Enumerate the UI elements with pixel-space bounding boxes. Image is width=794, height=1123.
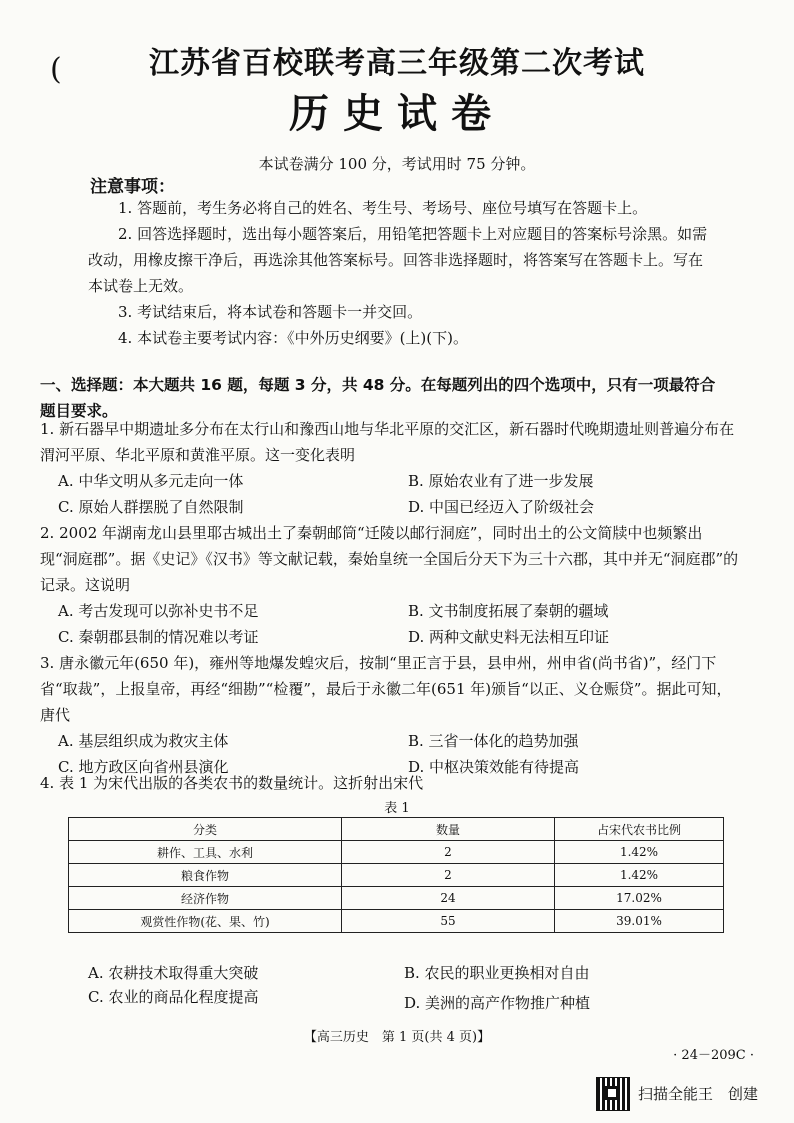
option-c: C. 农业的商品化程度提高 — [88, 988, 259, 1006]
table-cell: 粮食作物 — [69, 864, 342, 887]
notice-heading: 注意事项： — [90, 177, 175, 197]
option-b: B. 文书制度拓展了秦朝的疆域 — [408, 602, 609, 620]
option-c: C. 地方政区向省州县演化 — [58, 758, 229, 776]
option-d: D. 中国已经迈入了阶级社会 — [408, 498, 595, 516]
option-a: A. 考古发现可以弥补史书不足 — [58, 602, 259, 620]
exam-info: 本试卷满分 100 分，考试用时 75 分钟。 — [258, 155, 536, 173]
table-header: 分类 — [69, 818, 342, 841]
exam-title: 江苏省百校联考高三年级第二次考试 — [149, 46, 645, 81]
notice-item: 2. 回答选择题时，选出每小题答案后，用铅笔把答题卡上对应题目的答案标号涂黑。如需改动，用橡皮擦干净后，再选涂其他答案标号。回答非选择题时，将答案写在答题卡上。写在本试卷上无效。 — [88, 225, 708, 295]
option-b: B. 原始农业有了进一步发展 — [408, 472, 594, 490]
option-a: A. 中华文明从多元走向一体 — [58, 472, 244, 490]
option-a: A. 农耕技术取得重大突破 — [88, 964, 259, 982]
table-cell: 55 — [342, 910, 555, 933]
question-stem: 1. 新石器早中期遗址多分布在太行山和豫西山地与华北平原的交汇区，新石器时代晚期遗址则普遍分布在渭河平原、华北平原和黄淮平原。这一变化表明 — [40, 420, 735, 464]
option-d: D. 两种文献史料无法相互印证 — [408, 628, 610, 646]
table-header: 占宋代农书比例 — [555, 818, 724, 841]
exam-code: · 24－209C · — [673, 1048, 754, 1063]
subject-title: 历史试卷 — [289, 91, 505, 137]
table-header: 数量 — [342, 818, 555, 841]
page-footer: 【高三历史 第 1 页(共 4 页)】 — [303, 1030, 491, 1045]
table-cell: 经济作物 — [69, 887, 342, 910]
option-b: B. 三省一体化的趋势加强 — [408, 732, 579, 750]
question-1 — [40, 416, 740, 520]
table-cell: 耕作、工具、水利 — [69, 841, 342, 864]
table-caption: 表 1 — [384, 801, 410, 816]
notice-item: 3. 考试结束后，将本试卷和答题卡一并交回。 — [118, 303, 423, 321]
question-stem: 4. 表 1 为宋代出版的各类农书的数量统计。这折射出宋代 — [40, 774, 424, 792]
option-c: C. 秦朝郡县制的情况难以考证 — [58, 628, 259, 646]
table-row — [69, 910, 724, 933]
question-2 — [40, 520, 740, 650]
option-d: D. 中枢决策效能有待提高 — [408, 758, 580, 776]
option-b: B. 农民的职业更换相对自由 — [404, 964, 590, 982]
notice-list — [88, 195, 708, 351]
option-a: A. 基层组织成为救灾主体 — [58, 732, 229, 750]
table-cell: 2 — [342, 864, 555, 887]
question-3 — [40, 650, 740, 780]
data-table — [68, 817, 724, 933]
table-header-row — [69, 818, 724, 841]
table-cell: 24 — [342, 887, 555, 910]
question-4 — [40, 770, 740, 796]
option-d: D. 美洲的高产作物推广种植 — [404, 994, 591, 1012]
question-4-options — [40, 960, 740, 1012]
table-row — [69, 887, 724, 910]
section-heading: 一、选择题：本大题共 16 题，每题 3 分，共 48 分。在每题列出的四个选项中，只有一项最符合题目要求。 — [40, 376, 716, 420]
scanner-watermark — [596, 1077, 766, 1113]
table-row — [69, 864, 724, 887]
table-cell: 观赏性作物(花、果、竹) — [69, 910, 342, 933]
notice-item: 1. 答题前，考生务必将自己的姓名、考生号、考场号、座位号填写在答题卡上。 — [118, 199, 648, 217]
table-cell: 1.42% — [555, 864, 724, 887]
notice-item: 4. 本试卷主要考试内容：《中外历史纲要》(上)(下)。 — [118, 329, 468, 347]
question-stem: 3. 唐永徽元年(650 年)，雍州等地爆发蝗灾后，按制“里正言于县，县申州，州申省(尚书省)”，经门下省“取裁”，上报皇帝，再经“细勘”“检覆”，最后于永徽二年(651 年)颁旨“以正、义仓赈贷”。据此可知，唐代 — [40, 654, 732, 724]
table-cell: 17.02% — [555, 887, 724, 910]
table-cell: 39.01% — [555, 910, 724, 933]
question-stem: 2. 2002 年湖南龙山县里耶古城出土了秦朝邮筒“迁陵以邮行洞庭”，同时出土的公文简牍中也频繁出现“洞庭郡”。据《史记》《汉书》等文献记载，秦始皇统一全国后分天下为三十六郡，其中并无“洞庭郡”的记录。这说明 — [40, 524, 739, 594]
table-cell: 2 — [342, 841, 555, 864]
scanner-label: 扫描全能王 创建 — [638, 1085, 759, 1103]
table-row — [69, 841, 724, 864]
qr-code-icon — [596, 1077, 630, 1111]
option-c: C. 原始人群摆脱了自然限制 — [58, 498, 244, 516]
table-cell: 1.42% — [555, 841, 724, 864]
margin-mark: ( — [50, 52, 62, 87]
